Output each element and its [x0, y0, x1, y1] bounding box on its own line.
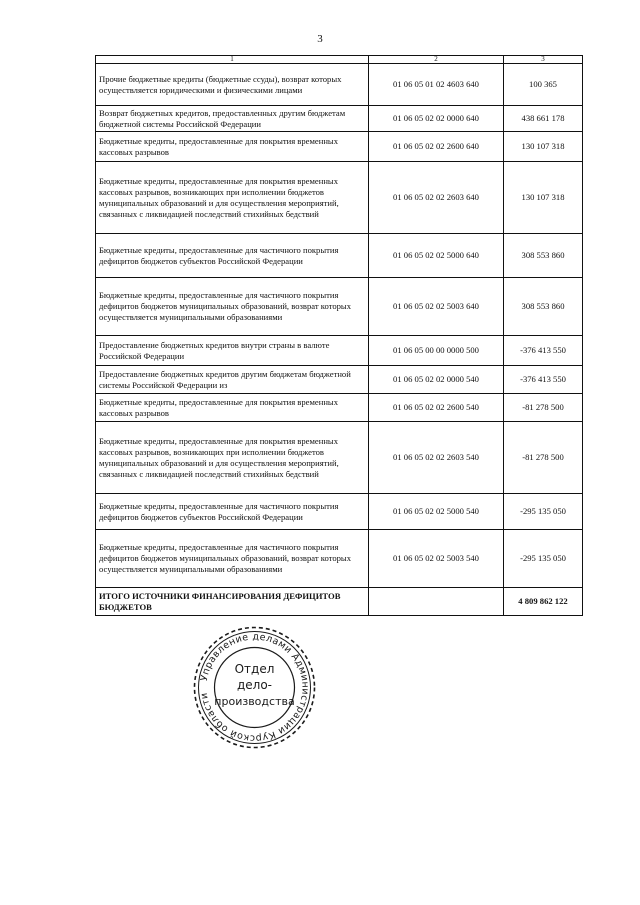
column-header-2: 2	[369, 56, 504, 64]
row-code: 01 06 05 02 02 0000 640	[369, 106, 504, 132]
table-row	[96, 530, 583, 588]
row-code: 01 06 05 02 02 2600 640	[369, 132, 504, 162]
row-code: 01 06 05 01 02 4603 640	[369, 64, 504, 106]
row-name: Бюджетные кредиты, предоставленные для частичного покрытия дефицитов бюджетов муниципальных образований, возврат которых осуществляется муниципальными образованиями	[96, 530, 369, 588]
row-name: Бюджетные кредиты, предоставленные для частичного покрытия дефицитов бюджетов муниципальных образований, возврат которых осуществляется муниципальными образованиями	[96, 278, 369, 336]
row-amount: 308 553 860	[504, 234, 583, 278]
page-number: 3	[317, 33, 323, 45]
department-stamp	[192, 625, 317, 750]
row-amount: -81 278 500	[504, 422, 583, 494]
row-name: Бюджетные кредиты, предоставленные для покрытия временных кассовых разрывов	[96, 132, 369, 162]
row-name: Бюджетные кредиты, предоставленные для частичного покрытия дефицитов бюджетов субъектов Российской Федерации	[96, 234, 369, 278]
row-code: 01 06 05 02 02 5003 640	[369, 278, 504, 336]
row-code: 01 06 05 02 02 5000 540	[369, 494, 504, 530]
table-row	[96, 394, 583, 422]
sources-table	[95, 55, 583, 616]
row-name: Бюджетные кредиты, предоставленные для частичного покрытия дефицитов бюджетов субъектов Российской Федерации	[96, 494, 369, 530]
row-amount: -295 135 050	[504, 494, 583, 530]
row-amount: -376 413 550	[504, 336, 583, 366]
column-header-1: 1	[96, 56, 369, 64]
table-row	[96, 106, 583, 132]
row-amount: 100 365	[504, 64, 583, 106]
table-row	[96, 278, 583, 336]
stamp-line-2: дело-	[236, 678, 273, 692]
row-amount: 130 107 318	[504, 162, 583, 234]
row-name: Прочие бюджетные кредиты (бюджетные ссуды), возврат которых осуществляется юридическими и физическими лицами	[96, 64, 369, 106]
row-amount: -295 135 050	[504, 530, 583, 588]
stamp-line-1: Отдел	[234, 662, 275, 676]
row-code: 01 06 05 02 02 2603 640	[369, 162, 504, 234]
row-name: Бюджетные кредиты, предоставленные для покрытия временных кассовых разрывов, возникающих при исполнении бюджетов муниципальных образований и для осуществления мероприятий, связанных с ликвидацией последствий стихийных бедствий	[96, 162, 369, 234]
total-label: ИТОГО ИСТОЧНИКИ ФИНАНСИРОВАНИЯ ДЕФИЦИТОВ БЮДЖЕТОВ	[96, 588, 369, 616]
row-name: Бюджетные кредиты, предоставленные для покрытия временных кассовых разрывов	[96, 394, 369, 422]
total-row	[96, 588, 583, 616]
row-name: Бюджетные кредиты, предоставленные для покрытия временных кассовых разрывов, возникающих при исполнении бюджетов муниципальных образований и для осуществления мероприятий, связанных с ликвидацией последствий стихийных бедствий	[96, 422, 369, 494]
row-amount: -376 413 550	[504, 366, 583, 394]
row-code: 01 06 05 02 02 2600 540	[369, 394, 504, 422]
table-row	[96, 336, 583, 366]
table-row	[96, 366, 583, 394]
row-code: 01 06 05 02 02 5003 540	[369, 530, 504, 588]
row-amount: 438 661 178	[504, 106, 583, 132]
total-amount: 4 809 862 122	[504, 588, 583, 616]
total-code	[369, 588, 504, 616]
row-amount: -81 278 500	[504, 394, 583, 422]
row-amount: 308 553 860	[504, 278, 583, 336]
column-header-3: 3	[504, 56, 583, 64]
table-row	[96, 234, 583, 278]
row-amount: 130 107 318	[504, 132, 583, 162]
table-row	[96, 132, 583, 162]
stamp-line-3: производства	[214, 695, 295, 708]
table-row	[96, 64, 583, 106]
row-code: 01 06 05 00 00 0000 500	[369, 336, 504, 366]
row-name: Возврат бюджетных кредитов, предоставленных другим бюджетам бюджетной системы Российской Федерации	[96, 106, 369, 132]
row-code: 01 06 05 02 02 0000 540	[369, 366, 504, 394]
row-name: Предоставление бюджетных кредитов другим бюджетам бюджетной системы Российской Федерации из	[96, 366, 369, 394]
table-row	[96, 162, 583, 234]
table-row	[96, 494, 583, 530]
row-code: 01 06 05 02 02 2603 540	[369, 422, 504, 494]
stamp-ring-text: Управление делами Администрации Курской области	[198, 631, 311, 744]
table-row	[96, 422, 583, 494]
row-code: 01 06 05 02 02 5000 640	[369, 234, 504, 278]
table-header-row	[96, 56, 583, 64]
row-name: Предоставление бюджетных кредитов внутри страны в валюте Российской Федерации	[96, 336, 369, 366]
